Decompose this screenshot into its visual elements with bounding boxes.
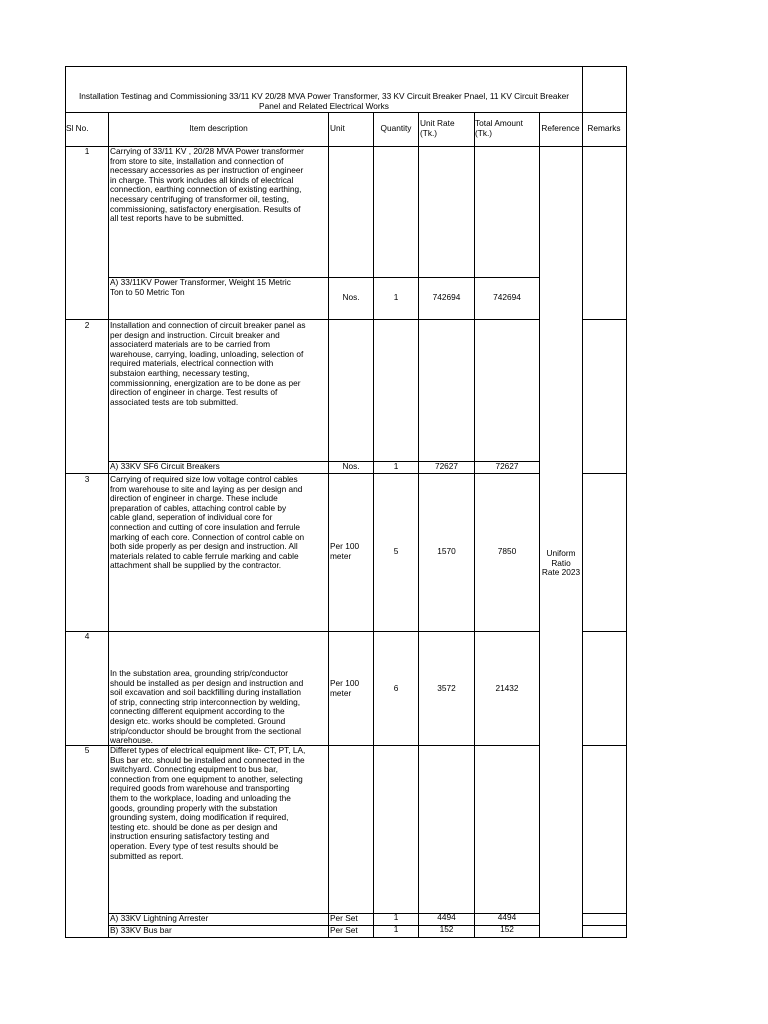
grid-line xyxy=(65,66,627,67)
row-description: A) 33/11KV Power Transformer, Weight 15 Metric Ton to 50 Metric Ton xyxy=(110,277,291,297)
row-description: Carrying of required size low voltage control cables from warehouse to site and laying as per design and direction of engineer in charge. These include preparation of cables, attaching control cable by cable gland, seperation of individual core for connection and cutting of core insulation and ferrule marking of each core. Connection of control cable on both side properly as per design and instruction. All materials related to cable ferrule marking and cable attachment shall be supplied by the contractor. xyxy=(110,474,305,571)
row-quantity: 1 xyxy=(393,461,399,471)
row-sl-no: 1 xyxy=(84,146,90,156)
row-unit: Per 100 meter xyxy=(330,541,360,561)
grid-line xyxy=(582,925,627,926)
grid-line xyxy=(582,631,627,632)
reference-value: Uniform Ratio Rate 2023 xyxy=(541,548,581,578)
row-sl-no: 5 xyxy=(84,745,90,755)
grid-line xyxy=(474,112,475,938)
row-total-amount: 4494 xyxy=(497,912,517,922)
grid-line xyxy=(539,937,627,938)
row-unit: Per Set xyxy=(330,925,358,935)
header-remarks: Remarks xyxy=(587,123,621,133)
row-total-amount: 72627 xyxy=(495,461,519,471)
row-total-amount: 21432 xyxy=(495,683,519,693)
row-description: B) 33KV Bus bar xyxy=(110,925,172,935)
grid-line xyxy=(65,112,627,113)
row-unit: Nos. xyxy=(342,292,360,302)
row-unit: Nos. xyxy=(342,461,360,471)
sheet-title: Installation Testinag and Commissioning 33/11 KV 20/28 MVA Power Transformer, 33 KV Circuit Breaker Pnael, 11 KV Circuit Breaker Panel and Related Electrical Works xyxy=(78,91,570,111)
header-unit-rate: Unit Rate (Tk.) xyxy=(420,118,455,138)
row-quantity: 5 xyxy=(393,546,399,556)
grid-line xyxy=(65,937,539,938)
row-unit-rate: 1570 xyxy=(437,546,456,556)
grid-line xyxy=(582,66,583,938)
grid-line xyxy=(108,112,109,938)
grid-line xyxy=(582,473,627,474)
grid-line xyxy=(65,631,539,632)
row-sl-no: 2 xyxy=(84,320,90,330)
header-reference: Reference xyxy=(541,123,580,133)
row-sl-no: 3 xyxy=(84,474,90,484)
row-description: Differet types of electrical equipment like- CT, PT, LA, Bus bar etc. should be installed and connected in the switchyard. Connecting equipment to bus bar, connection from one equipment to another, selecting required goods from warehouse and transporting them to the workplace, loading and unloading the goods, grounding properly with the substation grounding system, doing modification if required, testing etc. should be done as per design and instruction ensuring satisfactory testing and operation. Every type of test results should be submitted as report. xyxy=(110,745,306,861)
grid-line xyxy=(582,913,627,914)
row-total-amount: 742694 xyxy=(493,292,521,302)
grid-line xyxy=(582,319,627,320)
row-unit: Per 100 meter xyxy=(330,678,360,698)
grid-line xyxy=(582,745,627,746)
grid-line xyxy=(418,112,419,938)
header-item-description: Item description xyxy=(189,123,248,133)
header-sl-no: Sl No. xyxy=(66,123,89,133)
row-total-amount: 7850 xyxy=(497,546,517,556)
row-unit-rate: 742694 xyxy=(432,292,461,302)
grid-line xyxy=(373,112,374,938)
row-sl-no: 4 xyxy=(84,631,90,641)
row-description: Carrying of 33/11 KV , 20/28 MVA Power transformer from store to site, installation and connection of necessary accessories as per instruction of engineer in charge. This work includes all kinds of electrical connection, earthing connection of existing earthing, necessary centrifuging of transformer oil, testing, commissioning, satisfactory energisation. Results of all test reports have to be submitted. xyxy=(110,146,304,224)
row-unit-rate: 3572 xyxy=(437,683,456,693)
header-unit: Unit xyxy=(330,123,345,133)
row-quantity: 1 xyxy=(393,912,399,922)
grid-line xyxy=(328,112,329,938)
header-total-amount: Total Amount (Tk.) xyxy=(475,118,523,138)
row-unit-rate: 4494 xyxy=(437,912,456,922)
row-description: A) 33KV Lightning Arrester xyxy=(110,913,209,923)
grid-line xyxy=(65,66,66,938)
row-quantity: 1 xyxy=(393,924,399,934)
row-quantity: 6 xyxy=(393,683,399,693)
grid-line xyxy=(626,66,627,938)
grid-line xyxy=(539,112,540,938)
row-unit-rate: 72627 xyxy=(434,461,459,471)
row-description: In the substation area, grounding strip/conductor should be installed as per design and instruction and soil excavation and soil backfilling during installation of strip, connecting strip interconnection by welding, connecting different equipment according to the design etc. works should be completed. Ground strip/conductor should be brought from the sectional warehouse. xyxy=(110,668,304,746)
row-description: Installation and connection of circuit breaker panel as per design and instruction. Circuit breaker and associaterd materials are to be carried from warehouse, carrying, loading, unloading, selection of required materials, electrical connection with substaion earthing, necessary testing, commissionning, energization are to be done as per direction of engineer in charge. Test results of associated tests are tob submitted. xyxy=(110,320,306,407)
row-total-amount: 152 xyxy=(500,924,514,934)
row-description: A) 33KV SF6 Circuit Breakers xyxy=(110,461,220,471)
row-quantity: 1 xyxy=(393,292,399,302)
row-unit-rate: 152 xyxy=(439,924,454,934)
header-quantity: Quantity xyxy=(380,123,412,133)
row-unit: Per Set xyxy=(330,913,358,923)
